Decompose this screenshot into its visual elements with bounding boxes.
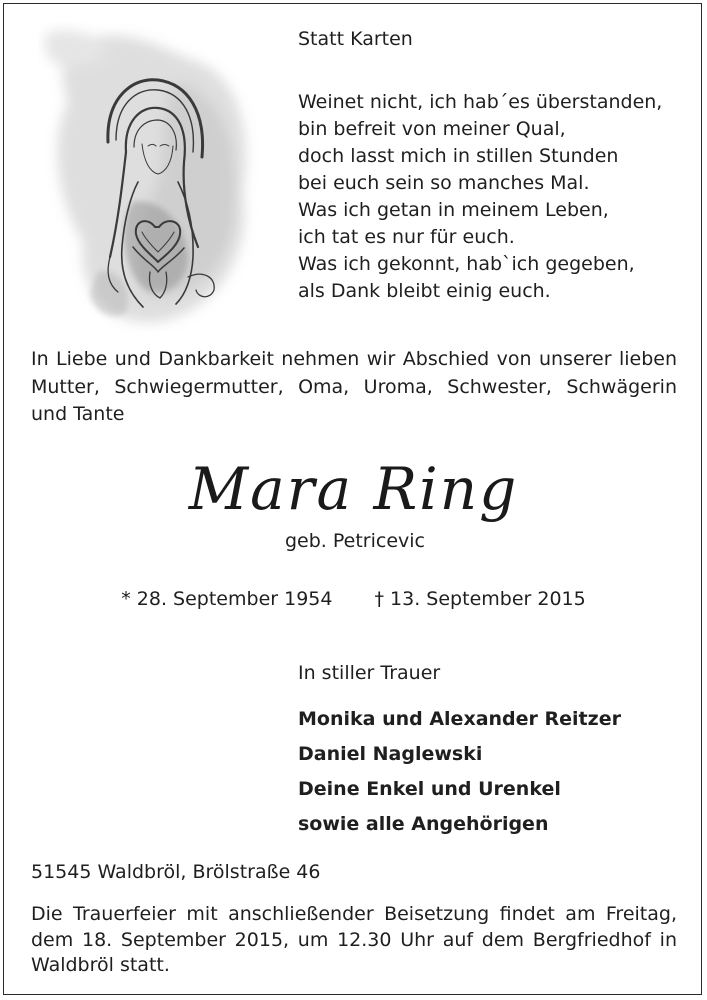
- poem-line: bin befreit von meiner Qual,: [298, 118, 566, 140]
- maiden-name: geb. Petricevic: [285, 530, 426, 552]
- mourning-label: In stiller Trauer: [298, 662, 441, 684]
- poem-line: Was ich gekonnt, hab`ich gegeben,: [298, 253, 635, 275]
- header-statt-karten: Statt Karten: [298, 28, 413, 50]
- poem-line: Weinet nicht, ich hab´es überstanden,: [298, 91, 663, 113]
- farewell-intro: In Liebe und Dankbarkeit nehmen wir Abschied von unserer lieben Mutter, Schwiegermutter, Oma, Uroma, Schwester, Schwägerin und Tante: [31, 348, 677, 425]
- poem-line: bei euch sein so manches Mal.: [298, 172, 590, 194]
- poem: [298, 89, 662, 305]
- mourners-list: [298, 702, 621, 842]
- funeral-details: Die Trauerfeier mit anschließender Beisetzung findet am Freitag, dem 18. September 2015, um 12.30 Uhr auf dem Bergfriedhof in Waldbröl statt.: [31, 903, 677, 976]
- life-dates: [0, 586, 707, 612]
- mourner: Monika und Alexander Reitzer: [298, 708, 621, 730]
- mourner: Daniel Naglewski: [298, 743, 483, 765]
- mourner: sowie alle Angehörigen: [298, 813, 549, 835]
- poem-line: Was ich getan in meinem Leben,: [298, 199, 609, 221]
- poem-line: doch lasst mich in stillen Stunden: [298, 145, 619, 167]
- mourner: Deine Enkel und Urenkel: [298, 778, 561, 800]
- deceased-name: Mara Ring: [188, 455, 519, 523]
- family-address: 51545 Waldbröl, Brölstraße 46: [31, 861, 321, 883]
- poem-line: als Dank bleibt einig euch.: [298, 280, 551, 302]
- poem-line: ich tat es nur für euch.: [298, 226, 515, 248]
- birth-date: * 28. September 1954: [121, 588, 333, 610]
- death-date: † 13. September 2015: [374, 588, 586, 610]
- madonna-watercolor-illustration: [38, 22, 268, 332]
